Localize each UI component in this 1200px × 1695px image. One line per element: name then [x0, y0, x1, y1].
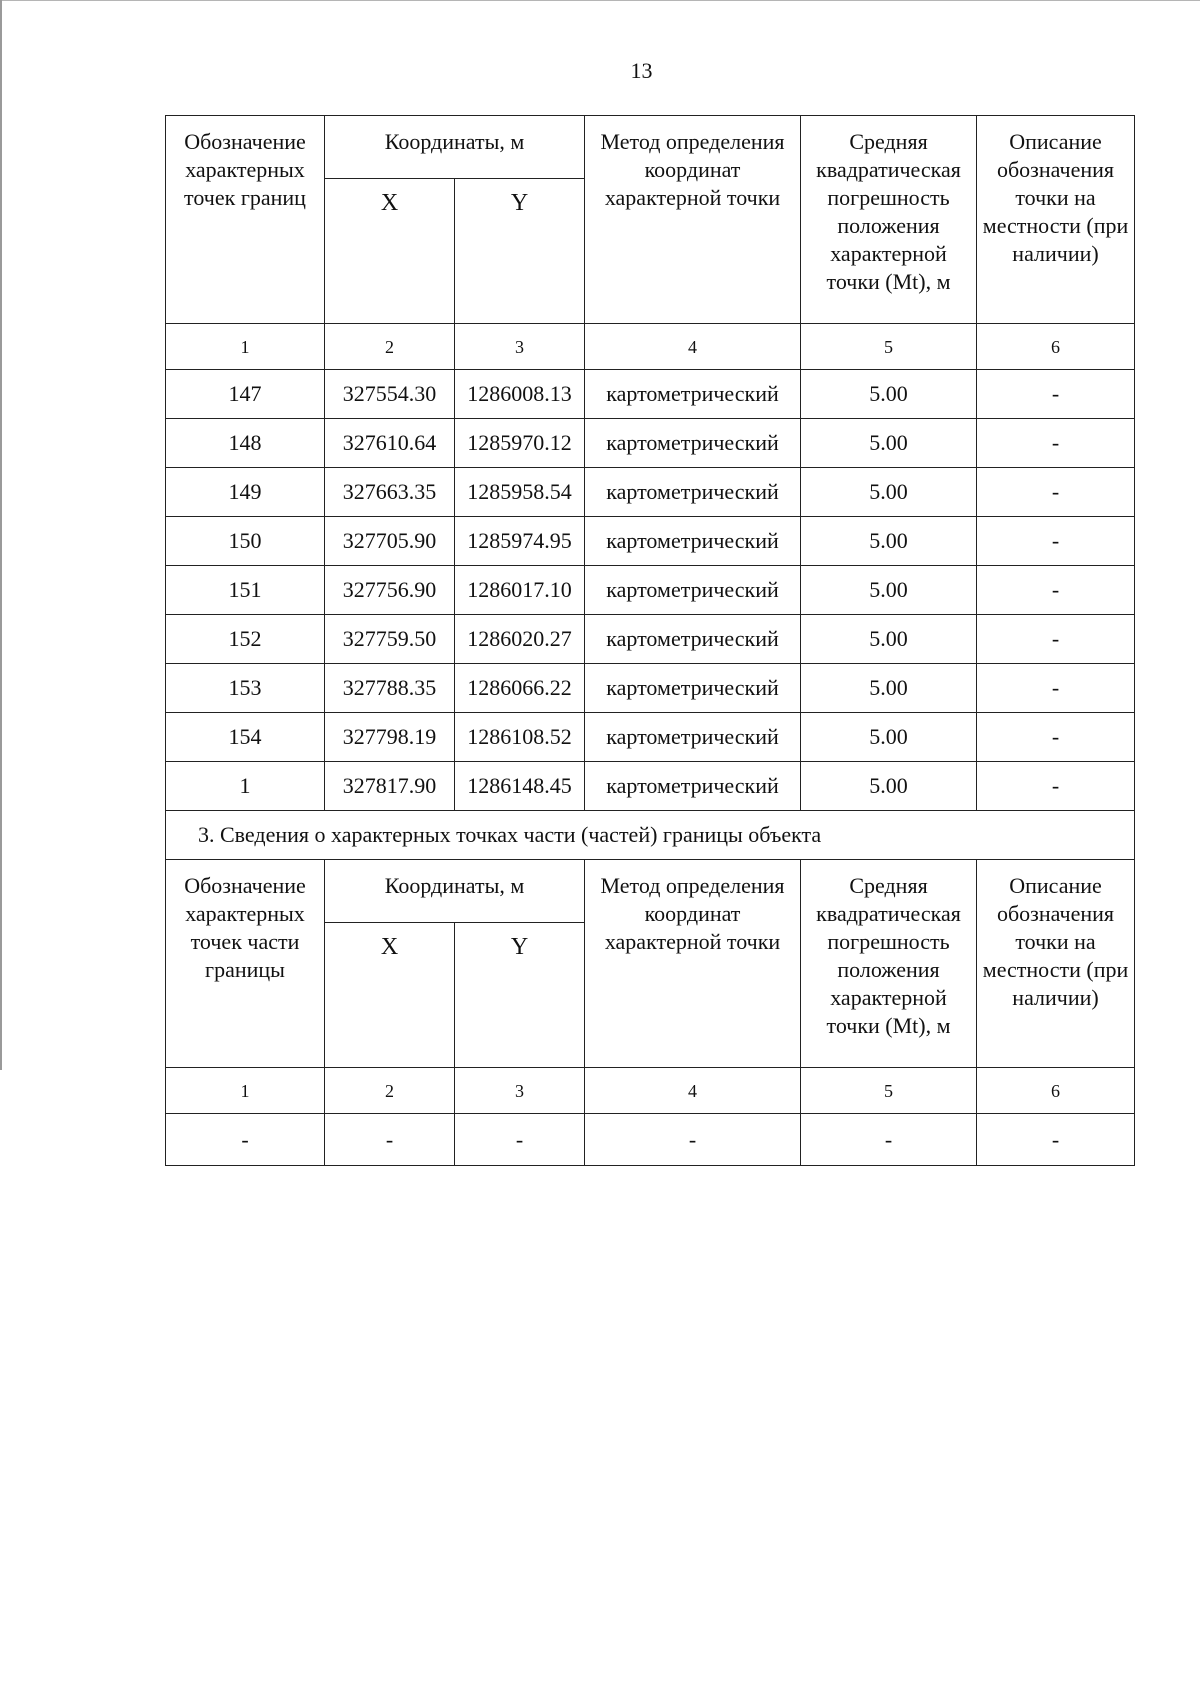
- description-cell: -: [977, 468, 1135, 517]
- point-cell: 148: [166, 419, 325, 468]
- y-cell: 1286108.52: [455, 713, 585, 762]
- y-cell: 1285974.95: [455, 517, 585, 566]
- y-cell: 1285970.12: [455, 419, 585, 468]
- point-cell: 151: [166, 566, 325, 615]
- error-cell: 5.00: [801, 419, 977, 468]
- x-cell: 327788.35: [325, 664, 455, 713]
- column-number: 6: [977, 1068, 1135, 1114]
- header-error: Средняя квадратическая погрешность положения характерной точки (Mt), м: [801, 860, 977, 1068]
- header-row-top: [166, 116, 1135, 179]
- method-cell: картометрический: [585, 615, 801, 664]
- header-method: Метод определения координат характерной точки: [585, 116, 801, 324]
- column-number: 5: [801, 324, 977, 370]
- header-description: Описание обозначения точки на местности (при наличии): [977, 860, 1135, 1068]
- table-row: [166, 615, 1135, 664]
- description-cell: -: [977, 762, 1135, 811]
- error-cell: 5.00: [801, 762, 977, 811]
- x-cell: 327705.90: [325, 517, 455, 566]
- point-cell: 150: [166, 517, 325, 566]
- method-cell: картометрический: [585, 713, 801, 762]
- y-cell: 1286017.10: [455, 566, 585, 615]
- header-x: X: [325, 923, 455, 1068]
- description-cell: -: [977, 664, 1135, 713]
- scan-edge-left: [0, 0, 2, 1070]
- method-cell: картометрический: [585, 517, 801, 566]
- y-cell: 1286008.13: [455, 370, 585, 419]
- error-cell: 5.00: [801, 517, 977, 566]
- point-cell: 152: [166, 615, 325, 664]
- x-cell: 327610.64: [325, 419, 455, 468]
- method-cell: картометрический: [585, 762, 801, 811]
- empty-cell: -: [801, 1114, 977, 1166]
- header-y: Y: [455, 179, 585, 324]
- header-part-point-designation: Обозначение характерных точек части границы: [166, 860, 325, 1068]
- scan-edge-top: [0, 0, 1200, 1]
- header-coordinates: Координаты, м: [325, 116, 585, 179]
- empty-cell: -: [455, 1114, 585, 1166]
- x-cell: 327554.30: [325, 370, 455, 419]
- column-number: 5: [801, 1068, 977, 1114]
- header-description: Описание обозначения точки на местности (при наличии): [977, 116, 1135, 324]
- y-cell: 1286066.22: [455, 664, 585, 713]
- point-cell: 149: [166, 468, 325, 517]
- description-cell: -: [977, 566, 1135, 615]
- column-number: 1: [166, 1068, 325, 1114]
- table-row: [166, 468, 1135, 517]
- section-3-title-row: [166, 811, 1135, 860]
- table-row: [166, 566, 1135, 615]
- column-number: 2: [325, 1068, 455, 1114]
- parts-header-row-top: [166, 860, 1135, 923]
- header-method: Метод определения координат характерной точки: [585, 860, 801, 1068]
- column-number: 4: [585, 1068, 801, 1114]
- error-cell: 5.00: [801, 664, 977, 713]
- method-cell: картометрический: [585, 468, 801, 517]
- table-row: [166, 370, 1135, 419]
- method-cell: картометрический: [585, 566, 801, 615]
- x-cell: 327663.35: [325, 468, 455, 517]
- parts-column-numbers-row: [166, 1068, 1135, 1114]
- point-cell: 147: [166, 370, 325, 419]
- y-cell: 1286020.27: [455, 615, 585, 664]
- description-cell: -: [977, 615, 1135, 664]
- section-3-title: 3. Сведения о характерных точках части (частей) границы объекта: [166, 811, 1135, 860]
- error-cell: 5.00: [801, 370, 977, 419]
- table-row: [166, 517, 1135, 566]
- error-cell: 5.00: [801, 468, 977, 517]
- description-cell: -: [977, 713, 1135, 762]
- table-row: [166, 762, 1135, 811]
- boundary-points-table: [165, 115, 1135, 1166]
- parts-empty-row: [166, 1114, 1135, 1166]
- column-number: 4: [585, 324, 801, 370]
- empty-cell: -: [166, 1114, 325, 1166]
- column-number: 3: [455, 1068, 585, 1114]
- method-cell: картометрический: [585, 419, 801, 468]
- description-cell: -: [977, 517, 1135, 566]
- x-cell: 327759.50: [325, 615, 455, 664]
- error-cell: 5.00: [801, 713, 977, 762]
- column-numbers-row: [166, 324, 1135, 370]
- error-cell: 5.00: [801, 566, 977, 615]
- header-coordinates: Координаты, м: [325, 860, 585, 923]
- table-row: [166, 664, 1135, 713]
- empty-cell: -: [977, 1114, 1135, 1166]
- column-number: 3: [455, 324, 585, 370]
- point-cell: 1: [166, 762, 325, 811]
- header-point-designation: Обозначение характерных точек границ: [166, 116, 325, 324]
- table-row: [166, 713, 1135, 762]
- header-error: Средняя квадратическая погрешность положения характерной точки (Mt), м: [801, 116, 977, 324]
- y-cell: 1286148.45: [455, 762, 585, 811]
- empty-cell: -: [585, 1114, 801, 1166]
- header-y: Y: [455, 923, 585, 1068]
- y-cell: 1285958.54: [455, 468, 585, 517]
- table-row: [166, 419, 1135, 468]
- page-number: 13: [630, 58, 653, 83]
- point-cell: 153: [166, 664, 325, 713]
- description-cell: -: [977, 370, 1135, 419]
- x-cell: 327798.19: [325, 713, 455, 762]
- point-cell: 154: [166, 713, 325, 762]
- description-cell: -: [977, 419, 1135, 468]
- method-cell: картометрический: [585, 370, 801, 419]
- column-number: 6: [977, 324, 1135, 370]
- method-cell: картометрический: [585, 664, 801, 713]
- column-number: 1: [166, 324, 325, 370]
- empty-cell: -: [325, 1114, 455, 1166]
- x-cell: 327756.90: [325, 566, 455, 615]
- header-x: X: [325, 179, 455, 324]
- x-cell: 327817.90: [325, 762, 455, 811]
- error-cell: 5.00: [801, 615, 977, 664]
- column-number: 2: [325, 324, 455, 370]
